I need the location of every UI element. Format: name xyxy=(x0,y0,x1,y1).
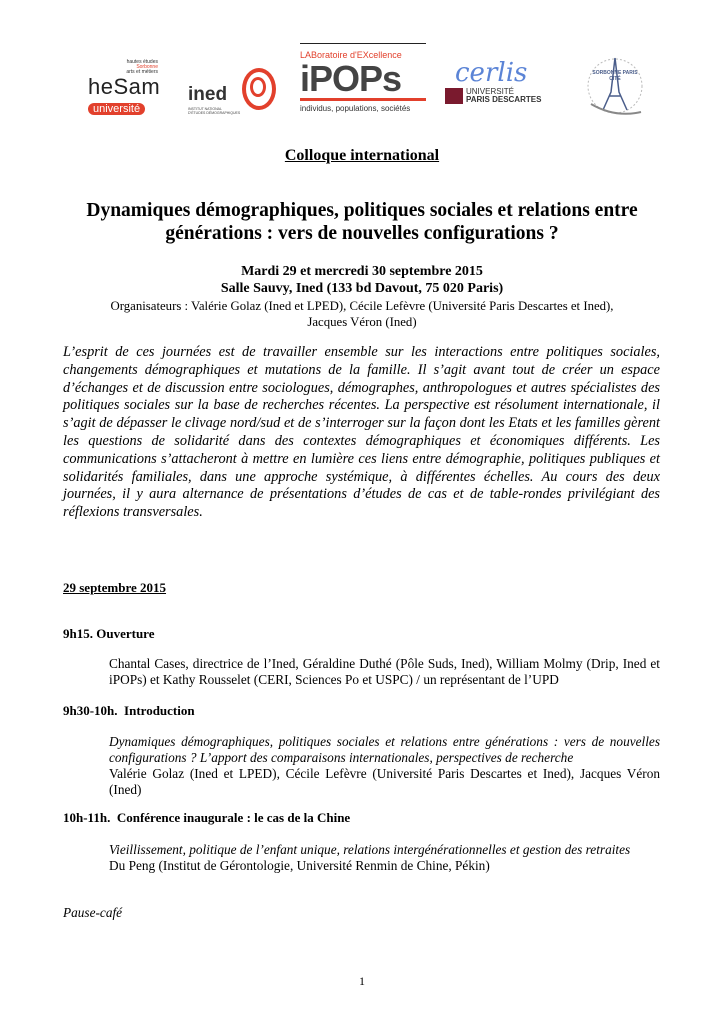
ipops-tag: LABoratoire d'EXcellence xyxy=(300,50,402,60)
title-line2: générations : vers de nouvelles configurations ? xyxy=(165,223,559,244)
spc-text: SORBONNE PARIS CITÉ xyxy=(592,70,638,82)
descartes-emblem xyxy=(445,88,463,104)
ined-logo xyxy=(188,62,283,118)
session-conference-title: Vieillissement, politique de l’enfant unique, relations intergénérationnelles et gestion des retraites xyxy=(109,842,631,857)
session-introduction-heading: 9h30-10h. Introduction xyxy=(63,703,195,718)
cerlis-sub2: PARIS DESCARTES xyxy=(466,95,542,104)
hesam-badge: université xyxy=(88,103,145,115)
eiffel-tower-seal-icon xyxy=(585,52,645,122)
session-conference-speaker: Du Peng (Institut de Gérontologie, Université Renmin de Chine, Pékin) xyxy=(109,858,490,873)
dates: Mardi 29 et mercredi 30 septembre 2015 xyxy=(241,264,483,279)
session-introduction-speakers: Valérie Golaz (Ined et LPED), Cécile Lefèvre (Université Paris Descartes et Ined), Jacques Véron (Ined) xyxy=(109,766,660,797)
organizers-line1: Organisateurs : Valérie Golaz (Ined et LPED), Cécile Lefèvre (Université Paris Descartes et Ined), xyxy=(110,299,614,313)
hesam-small xyxy=(88,60,158,75)
venue: Salle Sauvy, Ined (133 bd Davout, 75 020 Paris) xyxy=(220,281,504,296)
page-number: 1 xyxy=(359,974,365,988)
ined-sub2: D'ÉTUDES DÉMOGRAPHIQUES xyxy=(188,111,241,115)
title-line1: Dynamiques démographiques, politiques sociales et relations entre xyxy=(86,200,638,221)
intro-paragraph: L’esprit de ces journées est de travailler ensemble sur les interactions entre politiques sociales, changements démographiques et mutations de la famille. Il s’agit avant tout de créer un espace d’échanges et de discussion entre sociologues, démographes, anthropologues et autres spécialistes des politiques sociales sur la base de recherches récentes. La perspective est résolument internationale, il s’agit de dépasser le clivage nord/sud et de s’interroger sur la façon dont les Etats et les familles gèrent les questions de solidarité dans des contextes démographiques et économiques différents. Les communications s’attacheront à mettre en lumière ces liens entre démographie, politiques publiques et solidarités familiales, dans une approche systémique, à différentes échelles. Au cours des deux journées, il y aura alternance de présentations d’études de cas et de table-rondes privilégiant des réflexions transversales. xyxy=(63,344,660,521)
cerlis-name: cerlis xyxy=(455,58,528,88)
day-heading: 29 septembre 2015 xyxy=(63,580,167,595)
ipops-name: iPOPs xyxy=(300,60,426,101)
session-conference-heading: 10h-11h. Conférence inaugurale : le cas de la Chine xyxy=(63,810,351,825)
kicker: Colloque international xyxy=(284,147,440,164)
cerlis-logo xyxy=(445,60,545,118)
sorbonne-paris-cite-logo xyxy=(585,52,645,122)
ipops-sub: individus, populations, sociétés xyxy=(300,104,411,113)
hesam-bottom: arts et métiers xyxy=(126,69,158,75)
ipops-logo xyxy=(300,43,426,129)
session-ouverture-heading: 9h15. Ouverture xyxy=(63,626,155,641)
ined-spiral-inner xyxy=(250,77,266,97)
ined-sub1: INSTITUT NATIONAL xyxy=(188,107,222,111)
organizers-line2: Jacques Véron (Ined) xyxy=(307,315,417,329)
session-ouverture-text: Chantal Cases, directrice de l’Ined, Géraldine Duthé (Pôle Suds, Ined), William Molmy (Drip, Ined et iPOPs) et Kathy Rousselet (CERI, Sciences Po et USPC) / un représentant de l’UPD xyxy=(109,656,660,687)
session-introduction-title: Dynamiques démographiques, politiques sociales et relations entre générations : vers de nouvelles configurations ? L’apport des comparaisons internationales, perspectives de recherche xyxy=(109,734,660,765)
hesam-mid: Sorbonne xyxy=(136,64,158,70)
coffee-break: Pause-café xyxy=(63,905,123,920)
cerlis-sub1: UNIVERSITÉ xyxy=(466,87,515,96)
hesam-top: hautes études xyxy=(126,59,158,65)
hesam-name: heSam xyxy=(88,74,161,99)
ined-name: ined xyxy=(188,84,228,105)
hesam-logo xyxy=(88,59,161,120)
